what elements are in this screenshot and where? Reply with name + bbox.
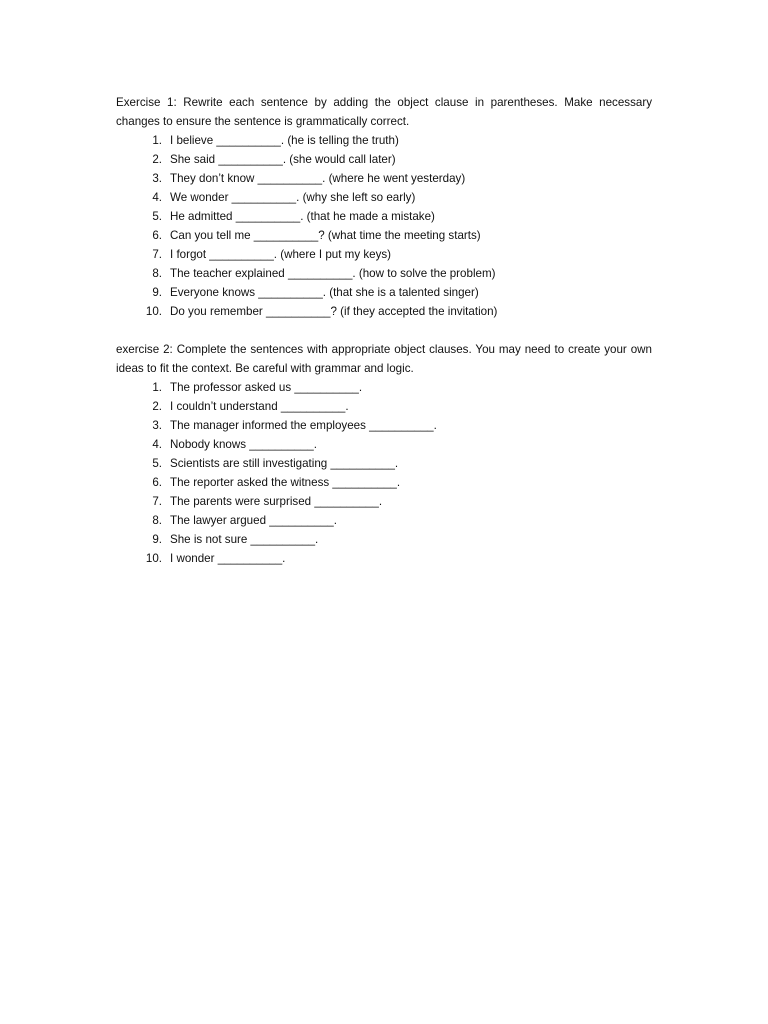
list-item xyxy=(116,150,652,169)
item-number: 4. xyxy=(152,191,162,204)
list-item xyxy=(116,378,652,397)
item-text: Scientists are still investigating __________. xyxy=(170,457,399,470)
list-item xyxy=(116,226,652,245)
item-text: She said __________. (she would call later) xyxy=(170,153,396,166)
item-number: 3. xyxy=(152,419,162,432)
item-text: I couldn’t understand __________. xyxy=(170,400,349,413)
list-item xyxy=(116,264,652,283)
exercise-2-instruction: exercise 2: Complete the sentences with appropriate object clauses. You may need to create your own ideas to fit the context. Be careful with grammar and logic. xyxy=(116,343,652,375)
exercise-2-list xyxy=(116,378,652,568)
list-item xyxy=(116,511,652,530)
item-number: 7. xyxy=(152,248,162,261)
exercise-1-list xyxy=(116,131,652,321)
list-item xyxy=(116,435,652,454)
item-text: Everyone knows __________. (that she is a talented singer) xyxy=(170,286,479,299)
list-item xyxy=(116,131,652,150)
item-number: 1. xyxy=(152,381,162,394)
exercise-1-section xyxy=(116,93,652,321)
item-number: 4. xyxy=(152,438,162,451)
item-number: 6. xyxy=(152,476,162,489)
item-text: The lawyer argued __________. xyxy=(170,514,337,527)
item-text: They don’t know __________. (where he went yesterday) xyxy=(170,172,466,185)
item-text: I wonder __________. xyxy=(170,552,286,565)
item-text: Can you tell me __________? (what time the meeting starts) xyxy=(170,229,481,242)
item-number: 1. xyxy=(152,134,162,147)
list-item xyxy=(116,397,652,416)
item-number: 5. xyxy=(152,457,162,470)
item-number: 6. xyxy=(152,229,162,242)
item-text: We wonder __________. (why she left so early) xyxy=(170,191,416,204)
item-number: 3. xyxy=(152,172,162,185)
list-item xyxy=(116,549,652,568)
list-item xyxy=(116,302,652,321)
list-item xyxy=(116,492,652,511)
item-number: 9. xyxy=(152,533,162,546)
item-text: I forgot __________. (where I put my keys) xyxy=(170,248,392,261)
list-item xyxy=(116,283,652,302)
item-text: He admitted __________. (that he made a mistake) xyxy=(170,210,435,223)
item-number: 9. xyxy=(152,286,162,299)
item-number: 2. xyxy=(152,400,162,413)
item-text: I believe __________. (he is telling the truth) xyxy=(170,134,399,147)
item-number: 5. xyxy=(152,210,162,223)
list-item xyxy=(116,454,652,473)
list-item xyxy=(116,530,652,549)
item-number: 7. xyxy=(152,495,162,508)
item-number: 10. xyxy=(145,552,162,565)
item-text: Do you remember __________? (if they accepted the invitation) xyxy=(170,305,498,318)
list-item xyxy=(116,473,652,492)
list-item xyxy=(116,416,652,435)
exercise-1-instruction: Exercise 1: Rewrite each sentence by adding the object clause in parentheses. Make necessary changes to ensure the sentence is grammatically correct. xyxy=(116,96,652,128)
item-text: Nobody knows __________. xyxy=(170,438,317,451)
item-text: The professor asked us __________. xyxy=(170,381,363,394)
item-number: 10. xyxy=(145,305,162,318)
item-text: She is not sure __________. xyxy=(170,533,319,546)
item-text: The teacher explained __________. (how to solve the problem) xyxy=(170,267,496,280)
item-text: The parents were surprised __________. xyxy=(170,495,383,508)
list-item xyxy=(116,169,652,188)
list-item xyxy=(116,188,652,207)
list-item xyxy=(116,245,652,264)
item-text: The reporter asked the witness __________. xyxy=(170,476,401,489)
list-item xyxy=(116,207,652,226)
item-number: 8. xyxy=(152,514,162,527)
item-number: 2. xyxy=(152,153,162,166)
exercise-2-section xyxy=(116,340,652,568)
item-number: 8. xyxy=(152,267,162,280)
item-text: The manager informed the employees __________. xyxy=(170,419,437,432)
